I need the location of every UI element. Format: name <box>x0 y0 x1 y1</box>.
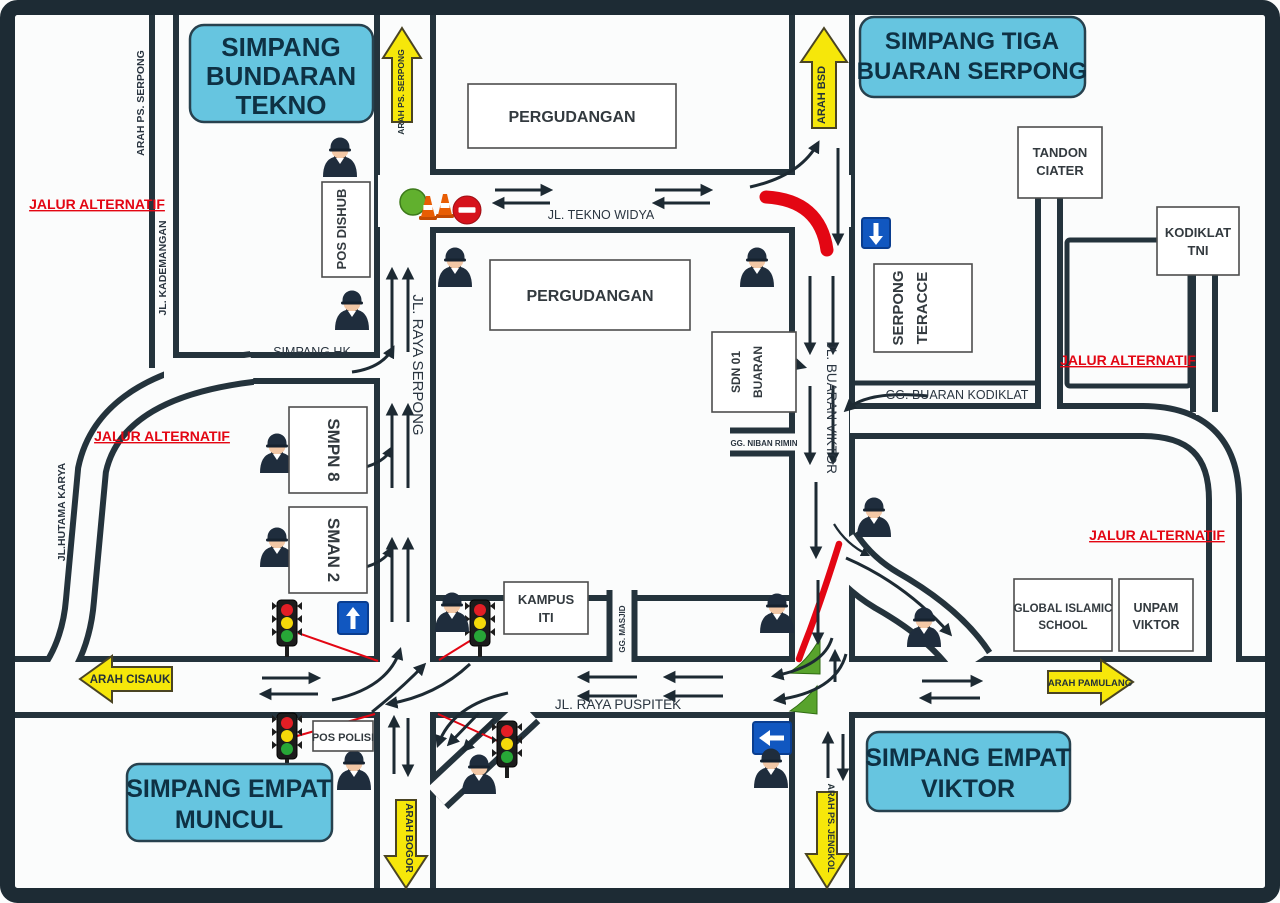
sign-arrow-down-icon <box>862 218 890 248</box>
building-label: GLOBAL ISLAMIC <box>1013 603 1113 615</box>
building-label: PERGUDANGAN <box>526 288 654 305</box>
building-label: SCHOOL <box>1038 620 1088 632</box>
street-label-gg-buaran-kodiklat: GG. BUARAN KODIKLAT <box>885 388 1029 402</box>
building-label: KAMPUS <box>517 592 575 607</box>
alt-route-label: JALUR ALTERNATIF <box>1089 527 1225 543</box>
building-label: SDN 01 <box>729 350 743 394</box>
alt-route-label: JALUR ALTERNATIF <box>29 196 165 212</box>
title-label: BUARAN SERPONG <box>856 58 1088 85</box>
building-kampus-iti <box>504 582 588 634</box>
building-unpam-viktor <box>1119 579 1193 651</box>
building-label: SMPN 8 <box>324 418 343 482</box>
building-label: ITI <box>538 610 554 625</box>
tree-icon <box>400 189 426 215</box>
building-label: CIATER <box>1036 163 1084 178</box>
direction-arrow-label: ARAH PAMULANG <box>1047 678 1133 689</box>
direction-arrow-label: ARAH PS. SERPONG <box>396 49 406 135</box>
street-label-jl-kademangan: JL. KADEMANGAN <box>157 220 169 316</box>
building-label: BUARAN <box>751 346 765 398</box>
title-label: SIMPANG EMPAT <box>126 775 332 803</box>
building-label: VIKTOR <box>1132 618 1180 632</box>
building-label: TNI <box>1187 243 1209 258</box>
title-label: TEKNO <box>235 90 327 120</box>
direction-arrow-label: ARAH PS. JENGKOL <box>826 783 836 873</box>
title-label: SIMPANG EMPAT <box>865 744 1071 772</box>
building-label: TERACCE <box>914 271 931 345</box>
street-label-buaran-viktor: JL. BUARAN VIKTOR <box>824 342 839 474</box>
alt-route-label: JALUR ALTERNATIF <box>94 428 230 444</box>
sign-arrow-up-icon <box>338 602 368 634</box>
building-label: TANDON <box>1032 145 1088 160</box>
street-label-arah-ps-serpong: ARAH PS. SERPONG <box>135 50 147 156</box>
title-label: MUNCUL <box>174 806 284 834</box>
street-label-simpang-hk: SIMPANG HK <box>273 345 351 359</box>
title-label: SIMPANG TIGA <box>884 28 1060 55</box>
direction-arrow-label: ARAH BOGOR <box>403 803 414 873</box>
building-label: POS DISHUB <box>334 188 349 270</box>
street-label-raya-serpong: JL. RAYA SERPONG <box>409 294 426 436</box>
street-label-jl-hutama-karya: JL.HUTAMA KARYA <box>56 462 68 562</box>
title-label: BUNDARAN <box>205 61 357 91</box>
title-label: SIMPANG <box>221 32 341 62</box>
direction-arrow-label: ARAH BSD <box>816 65 828 125</box>
building-label: PERGUDANGAN <box>508 109 636 126</box>
street-label-gg-masjid: GG. MASJID <box>618 605 627 653</box>
building-label: POS POLISI <box>311 732 375 744</box>
building-global-islamic-school <box>1014 579 1112 651</box>
street-label-tekno-widya: JL. TEKNO WIDYA <box>547 208 655 222</box>
direction-arrow-label: ARAH CISAUK <box>89 674 171 686</box>
alt-route-label: JALUR ALTERNATIF <box>1060 352 1196 368</box>
title-label: VIKTOR <box>921 775 1015 803</box>
building-label: SERPONG <box>890 270 907 346</box>
building-label: KODIKLAT <box>1164 225 1232 240</box>
building-label: SMAN 2 <box>324 517 343 583</box>
building-label: UNPAM <box>1133 601 1179 615</box>
no-entry-sign-icon <box>453 196 481 224</box>
street-label-gg-niban-rimin: GG. NIBAN RIMIN <box>730 439 798 448</box>
building-kodiklat-tni <box>1157 207 1239 275</box>
street-label-raya-puspitek: JL. RAYA PUSPITEK <box>554 697 682 712</box>
